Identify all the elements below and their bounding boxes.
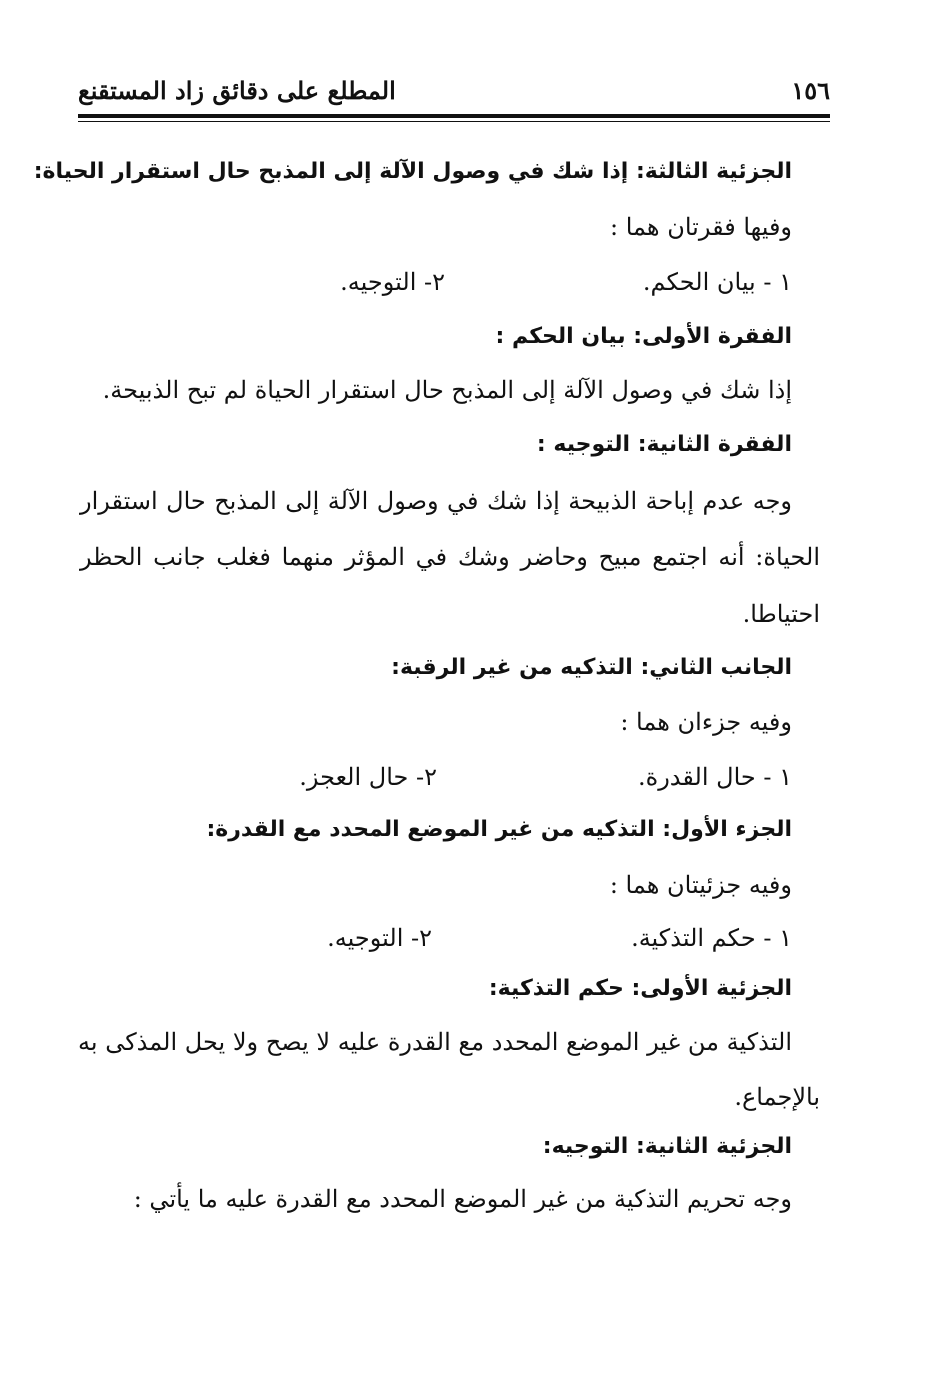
- subheading-second-side: الجانب الثاني: التذكيه من غير الرقبة:: [391, 655, 792, 680]
- subheading-first-subpart: الجزئية الأولى: حكم التذكية:: [488, 976, 792, 1001]
- list-item-1: ١ - بيان الحكم.: [642, 268, 792, 296]
- subheading-third-part: الجزئية الثالثة: إذا شك في وصول الآلة إلى المذبح حال استقرار الحياة:: [33, 159, 792, 184]
- page-number: ١٥٦: [791, 76, 830, 105]
- body-text: الحياة: أنه اجتمع مبيح وحاضر وشك في المؤثر منهما فغلب جانب الحظر: [80, 543, 820, 571]
- body-text: احتياطا.: [742, 600, 820, 628]
- subheading-first-part: الجزء الأول: التذكيه من غير الموضع المحدد مع القدرة:: [206, 817, 792, 842]
- header-rule-thick: [78, 114, 830, 118]
- intro-two-parts: وفيه جزءان هما :: [620, 708, 792, 736]
- intro-two-paragraphs: وفيها فقرتان هما :: [610, 213, 792, 241]
- list-item-2: ٢- حال العجز.: [299, 763, 437, 791]
- list-item-2: ٢- التوجيه.: [340, 268, 445, 296]
- list-item-1: ١ - حكم التذكية.: [631, 924, 792, 952]
- body-text: بالإجماع.: [734, 1083, 820, 1111]
- running-title: المطلع على دقائق زاد المستقنع: [78, 76, 396, 105]
- intro-two-subparts: وفيه جزئيتان هما :: [609, 871, 792, 899]
- header-rule-thin: [78, 121, 830, 122]
- subheading-first-paragraph: الفقرة الأولى: بيان الحكم :: [495, 324, 792, 349]
- subheading-second-subpart: الجزئية الثانية: التوجيه:: [542, 1134, 792, 1159]
- body-text: إذا شك في وصول الآلة إلى المذبح حال استقرار الحياة لم تبح الذبيحة.: [102, 376, 792, 404]
- body-text: وجه تحريم التذكية من غير الموضع المحدد مع القدرة عليه ما يأتي :: [133, 1185, 792, 1213]
- list-item-2: ٢- التوجيه.: [327, 924, 432, 952]
- body-text: التذكية من غير الموضع المحدد مع القدرة عليه لا يصح ولا يحل المذكى به: [78, 1028, 792, 1056]
- page-header: [78, 72, 830, 118]
- list-item-1: ١ - حال القدرة.: [638, 763, 792, 791]
- body-text: وجه عدم إباحة الذبيحة إذا شك في وصول الآلة إلى المذبح حال استقرار: [80, 487, 792, 515]
- subheading-second-paragraph: الفقرة الثانية: التوجيه :: [536, 432, 792, 457]
